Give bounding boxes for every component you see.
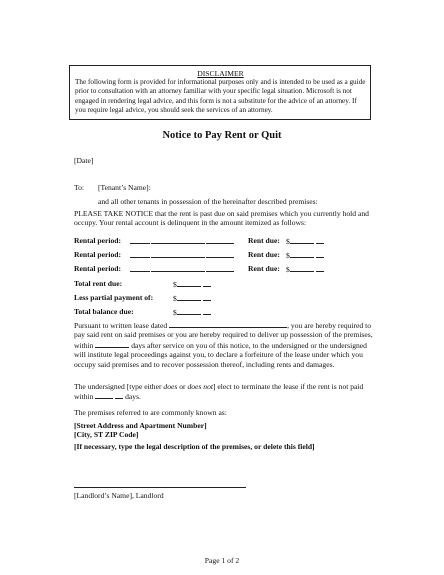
tenant-name-field: [Tenant’s Name]: — [98, 183, 151, 192]
rent-due-label: Rent due: — [248, 250, 280, 259]
rental-period-blanks — [130, 250, 234, 260]
rent-due-amount: $ — [286, 236, 324, 246]
landlord-signature-label: [Landlord’s Name], Landlord — [74, 491, 164, 500]
document-title: Notice to Pay Rent or Quit — [162, 130, 282, 141]
to-label: To: — [74, 183, 85, 192]
partial-payment-amount: $ — [173, 293, 211, 303]
total-rent-due-label: Total rent due: — [74, 279, 123, 288]
rent-due-label: Rent due: — [248, 264, 280, 273]
rental-period-label: Rental period: — [74, 264, 122, 273]
rent-due-amount: $ — [286, 250, 324, 260]
total-balance-label: Total balance due: — [74, 307, 134, 316]
rental-period-label: Rental period: — [74, 250, 122, 259]
rental-period-label: Rental period: — [74, 236, 122, 245]
pursuant-paragraph: Pursuant to written lease dated , you are hereby required to pay said rent on said premises or you are hereby required to deliver up possession of the premises, within days after service on you of this notice, to the undersigned or the undersigned will institute legal proceedings against you, to declare a forfeiture of the lease under which you occupy said premises and to recover possession thereof, including rents and damages. — [74, 321, 373, 369]
page-number: Page 1 of 2 — [204, 556, 240, 565]
total-balance-amount: $ — [173, 307, 211, 317]
rental-period-blanks — [130, 236, 234, 246]
rent-due-label: Rent due: — [248, 236, 280, 245]
rental-period-blanks — [130, 264, 234, 274]
disclaimer-title: DISCLAIMER — [197, 69, 244, 78]
signature-line — [74, 487, 246, 488]
notice-paragraph: PLEASE TAKE NOTICE that the rent is past due on said premises which you currently hold and occupy. Your rental account is delinquent in the amount itemized as follows: — [74, 209, 369, 228]
disclaimer-box — [69, 65, 371, 120]
premises-line: The premises referred to are commonly known as: — [74, 408, 227, 417]
total-rent-due-amount: $ — [173, 279, 211, 289]
legal-description-field: [If necessary, type the legal description of the premises, or delete this field] — [74, 442, 315, 451]
partial-payment-label: Less partial payment of: — [74, 293, 154, 302]
city-field: [City, ST ZIP Code] — [74, 430, 139, 439]
tenants-line: and all other tenants in possession of the hereinafter described premises: — [98, 197, 318, 206]
address-field: [Street Address and Apartment Number] — [74, 421, 207, 430]
elect-paragraph: The undersigned [type either does or does not] elect to terminate the lease if the rent is not paid within days. — [74, 382, 364, 402]
date-field: [Date] — [74, 156, 94, 165]
rent-due-amount: $ — [286, 264, 324, 274]
disclaimer-text: The following form is provided for informational purposes only and is intended to be used as a guide prior to consultation with an attorney familiar with your specific legal situation. Microsoft is not engaged in rendering legal advice, and this form is not a substitute for the advice of an attorney. If you require legal advice, you should seek the services of an attorney. — [75, 78, 366, 115]
